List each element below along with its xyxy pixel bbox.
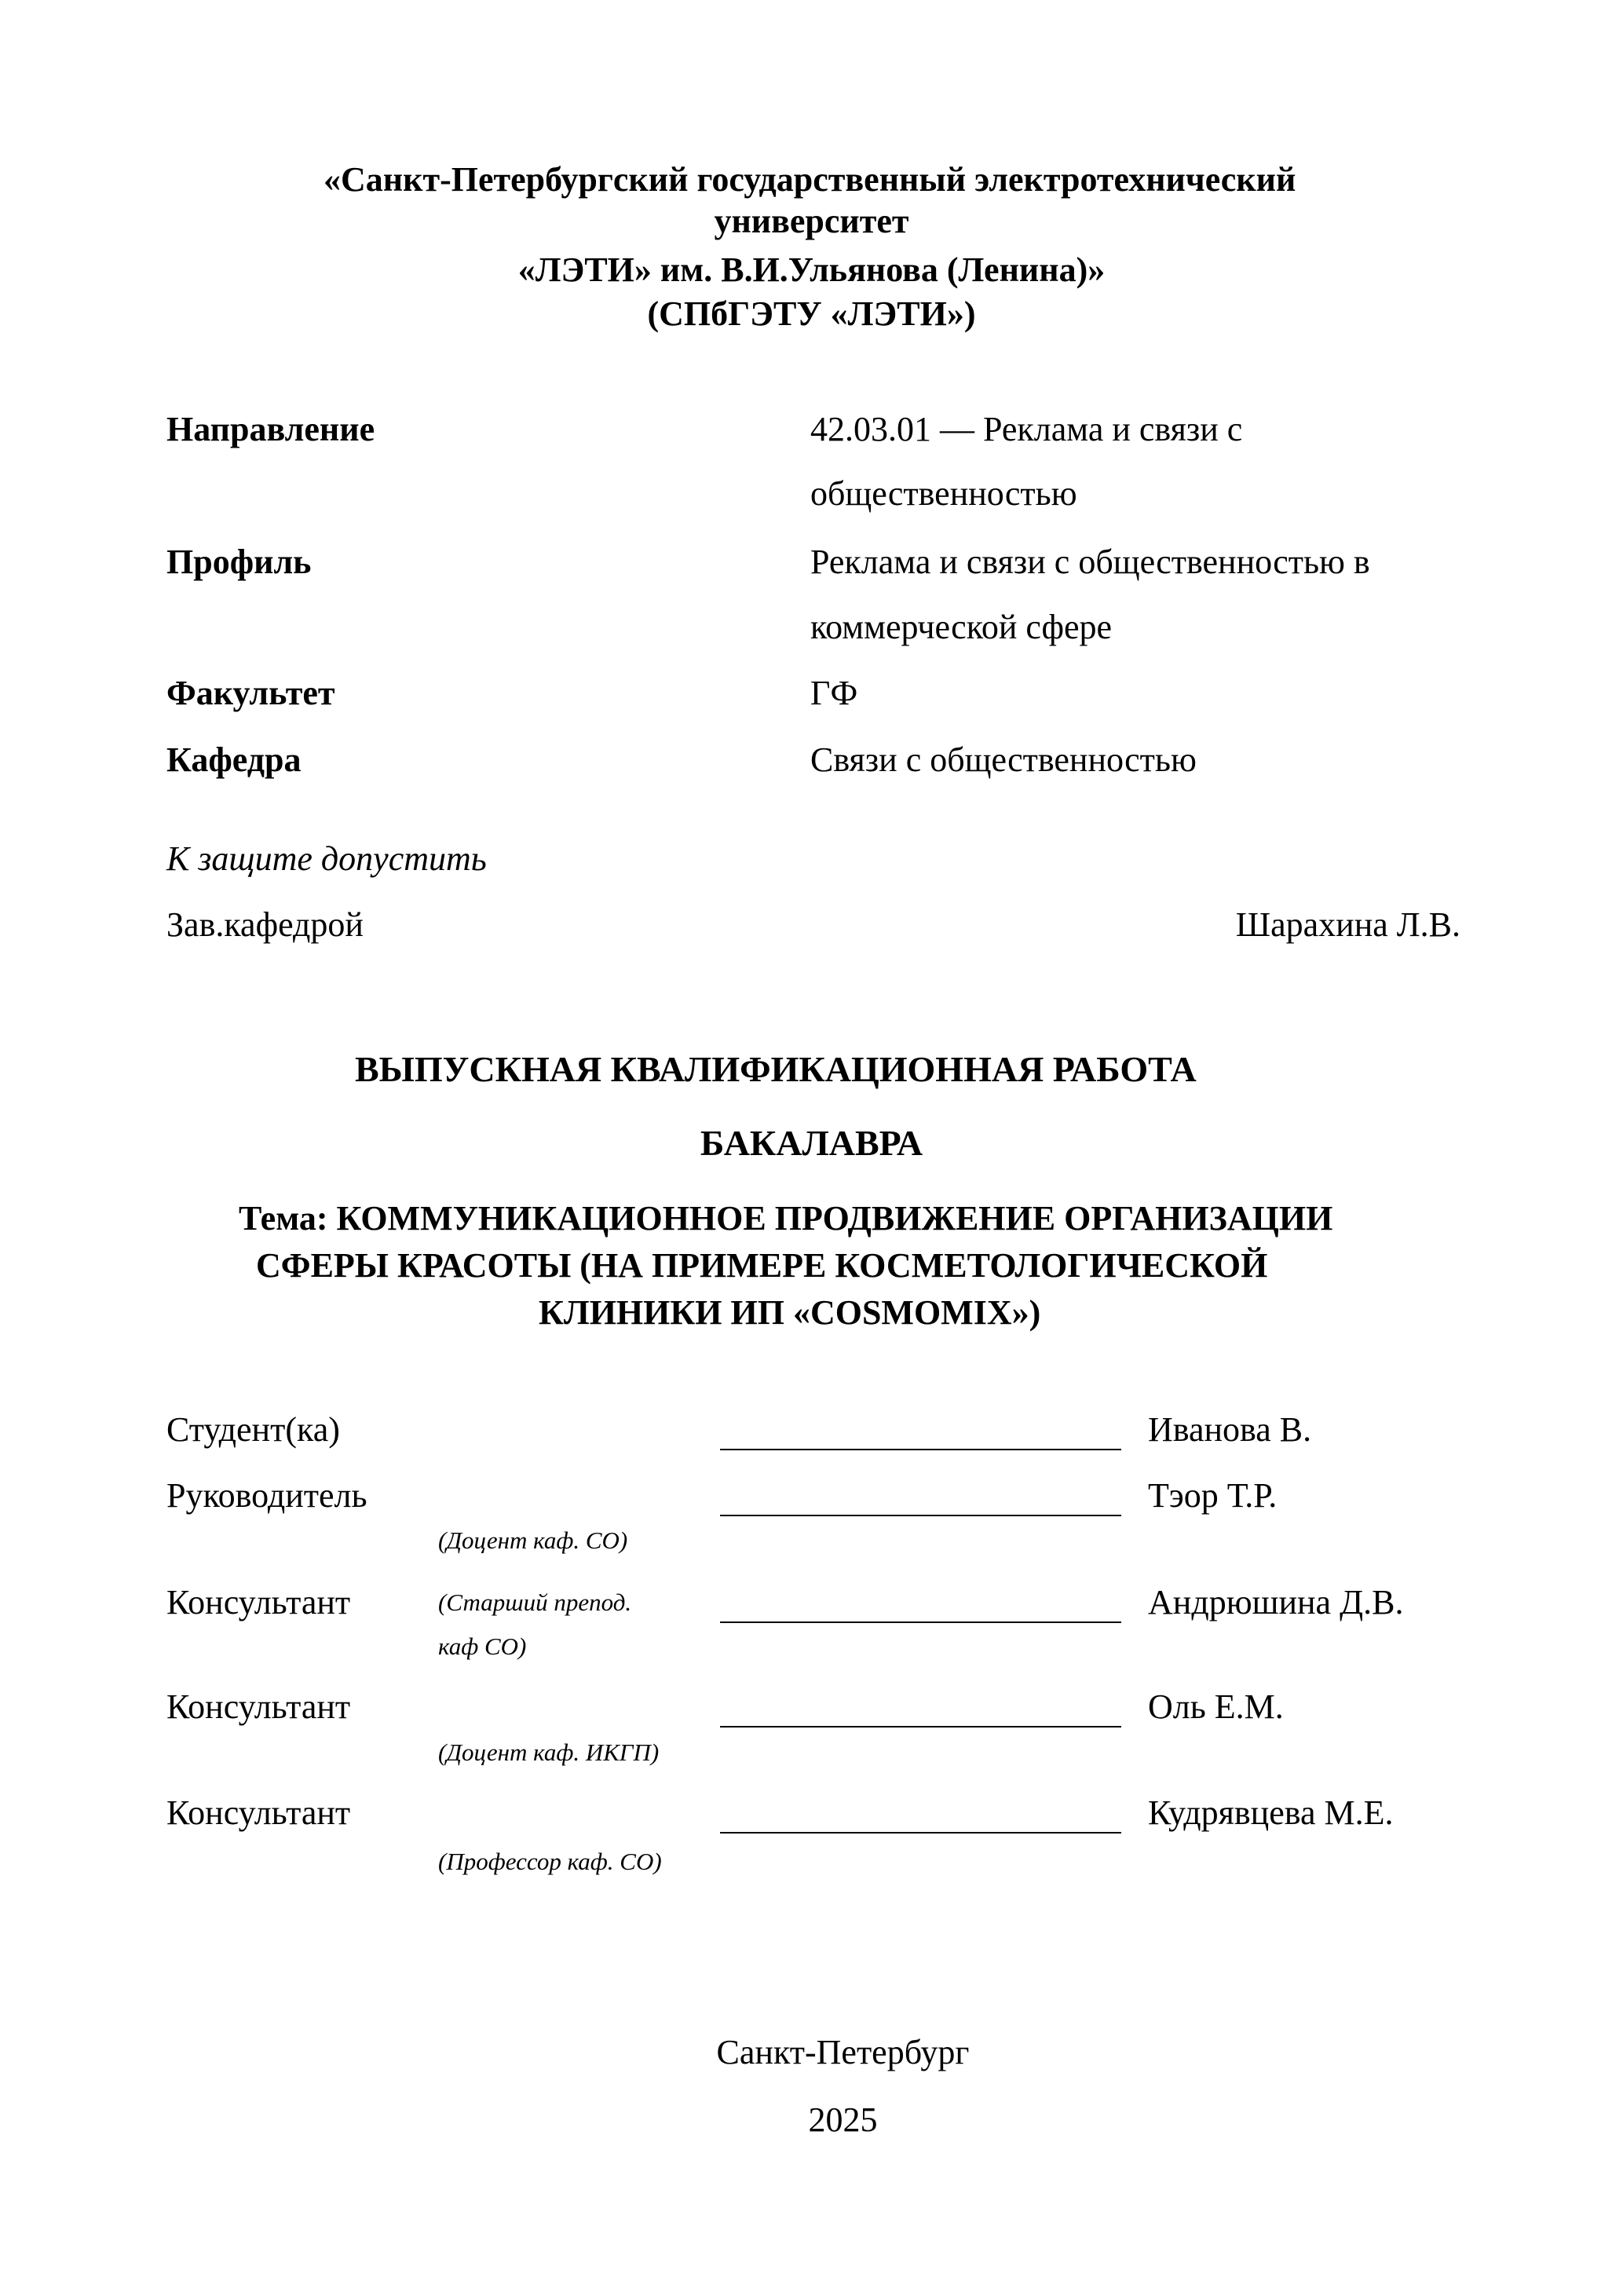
signature-name: Андрюшина Д.В. [1148, 1583, 1404, 1621]
direction-value-cont: общественностью [810, 474, 1077, 513]
signature-position: (Доцент каф. ИКГП) [438, 1738, 660, 1766]
profile-label: Профиль [166, 543, 312, 581]
signature-position: (Старший препод. [438, 1589, 632, 1616]
city: Санкт-Петербург [716, 2033, 970, 2071]
signature-name: Тэор Т.Р. [1148, 1476, 1278, 1515]
direction-label: Направление [166, 410, 375, 448]
signature-role: Консультант [166, 1687, 351, 1726]
work-type-title: ВЫПУСКНАЯ КВАЛИФИКАЦИОННАЯ РАБОТА [355, 1049, 1197, 1089]
profile-value: Реклама и связи с общественностью в [810, 543, 1370, 581]
department-label: Кафедра [166, 740, 302, 779]
signature-line[interactable] [720, 1621, 1121, 1623]
direction-value: 42.03.01 — Реклама и связи с [810, 410, 1243, 448]
faculty-value: ГФ [810, 674, 858, 712]
department-value: Связи с общественностью [810, 740, 1197, 779]
signature-name: Оль Е.М. [1148, 1687, 1284, 1726]
university-name-line3: «ЛЭТИ» им. В.И.Ульянова (Ленина)» [517, 250, 1106, 289]
head-of-department-label: Зав.кафедрой [166, 905, 364, 944]
topic-line1: Тема: КОММУНИКАЦИОННОЕ ПРОДВИЖЕНИЕ ОРГАНИЗАЦИИ [239, 1199, 1333, 1238]
signature-line[interactable] [720, 1515, 1121, 1516]
university-name-line2: университет [714, 202, 909, 240]
topic-line2: СФЕРЫ КРАСОТЫ (НА ПРИМЕРЕ КОСМЕТОЛОГИЧЕСКОЙ [256, 1246, 1268, 1285]
signature-role: Руководитель [166, 1476, 367, 1515]
topic-line3: КЛИНИКИ ИП «COSMOMIX») [539, 1293, 1041, 1332]
signature-name: Иванова В. [1148, 1410, 1312, 1449]
signature-line[interactable] [720, 1726, 1121, 1727]
university-name-line1: «Санкт-Петербургский государственный электротехнический [324, 160, 1296, 199]
university-abbrev: (СПбГЭТУ «ЛЭТИ») [647, 294, 976, 333]
profile-value-cont: коммерческой сфере [810, 608, 1113, 646]
signature-line[interactable] [720, 1449, 1121, 1450]
signature-line[interactable] [720, 1832, 1121, 1834]
signature-position: (Доцент каф. СО) [438, 1526, 628, 1554]
signature-role: Консультант [166, 1793, 351, 1832]
faculty-label: Факультет [166, 674, 335, 712]
signature-position-cont: каф СО) [438, 1632, 527, 1660]
signature-position: (Профессор каф. СО) [438, 1848, 662, 1875]
signature-role: Консультант [166, 1583, 351, 1621]
degree-title: БАКАЛАВРА [700, 1123, 923, 1163]
signature-name: Кудрявцева М.Е. [1148, 1793, 1394, 1832]
head-of-department-name: Шарахина Л.В. [1235, 905, 1460, 944]
admission-note: К защите допустить [166, 839, 487, 878]
year: 2025 [808, 2100, 878, 2139]
signature-role: Студент(ка) [166, 1410, 340, 1449]
